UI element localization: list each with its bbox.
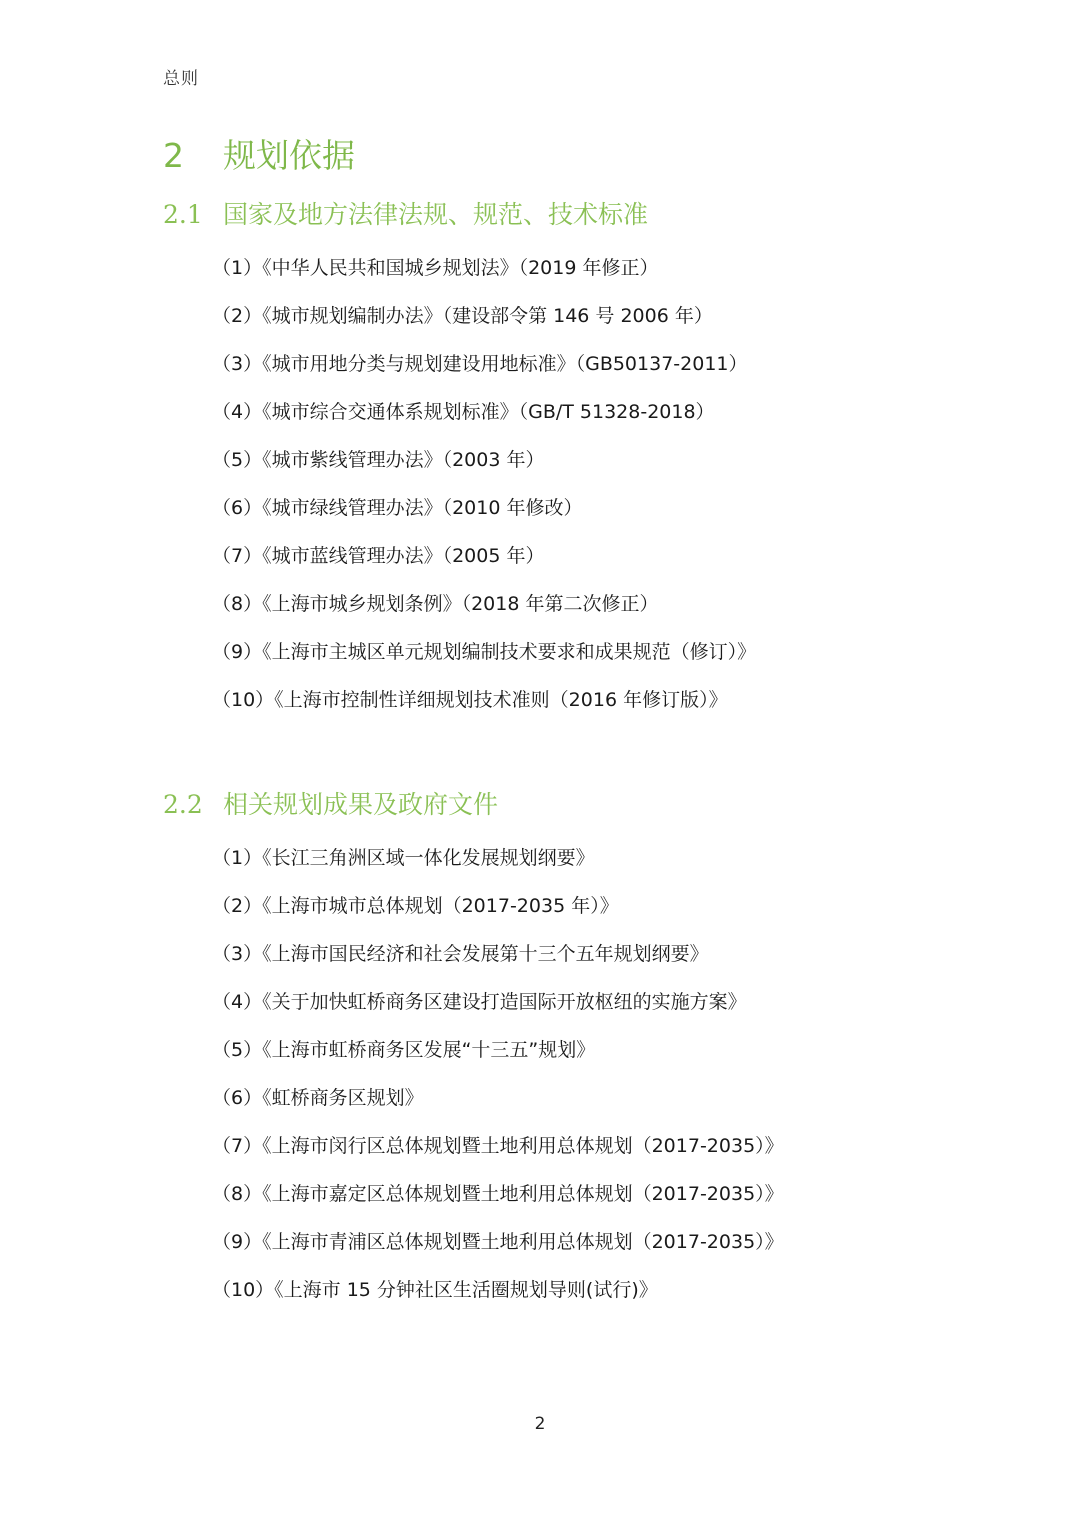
list-item: （2）《上海市城市总体规划（2017-2035 年）》 [212,895,619,917]
list-item: （6）《虹桥商务区规划》 [212,1087,424,1109]
reference-list-plans [212,844,784,1324]
list-item: （7）《上海市闵行区总体规划暨土地利用总体规划（2017-2035）》 [212,1135,784,1157]
section-heading-2-2 [163,785,498,821]
list-item: （9）《上海市青浦区总体规划暨土地利用总体规划（2017-2035）》 [212,1231,784,1253]
list-item: （3）《上海市国民经济和社会发展第十三个五年规划纲要》 [212,943,709,965]
list-item: （5）《上海市虹桥商务区发展“十三五”规划》 [212,1039,596,1061]
section-title-text: 国家及地方法律法规、规范、技术标准 [223,200,649,229]
list-item: （4）《城市综合交通体系规划标准》（GB/T 51328-2018） [212,401,715,423]
list-item: （4）《关于加快虹桥商务区建设打造国际开放枢纽的实施方案》 [212,991,747,1013]
section-heading-2-1 [163,195,648,231]
list-item: （3）《城市用地分类与规划建设用地标准》（GB50137-2011） [212,353,748,375]
list-item: （1）《长江三角洲区域一体化发展规划纲要》 [212,847,595,869]
list-item: （8）《上海市嘉定区总体规划暨土地利用总体规划（2017-2035）》 [212,1183,784,1205]
chapter-title-text: 规划依据 [223,136,355,175]
list-item: （5）《城市紫线管理办法》（2003 年） [212,449,545,471]
list-item: （7）《城市蓝线管理办法》（2005 年） [212,545,545,567]
list-item: （10）《上海市控制性详细规划技术准则（2016 年修订版）》 [212,689,728,711]
list-item: （2）《城市规划编制办法》（建设部令第 146 号 2006 年） [212,305,713,327]
chapter-title [163,130,355,177]
running-header: 总则 [163,69,199,89]
section-number: 2.1 [163,200,203,229]
list-item: （10）《上海市 15 分钟社区生活圈规划导则(试行)》 [212,1279,658,1301]
list-item: （1）《中华人民共和国城乡规划法》（2019 年修正） [212,257,659,279]
reference-list-laws [212,254,756,734]
section-number: 2.2 [163,790,203,819]
page-number: 2 [534,1414,546,1434]
list-item: （6）《城市绿线管理办法》（2010 年修改） [212,497,583,519]
list-item: （8）《上海市城乡规划条例》（2018 年第二次修正） [212,593,659,615]
section-title-text: 相关规划成果及政府文件 [223,790,499,819]
list-item: （9）《上海市主城区单元规划编制技术要求和成果规范（修订）》 [212,641,757,663]
chapter-number: 2 [163,136,184,175]
